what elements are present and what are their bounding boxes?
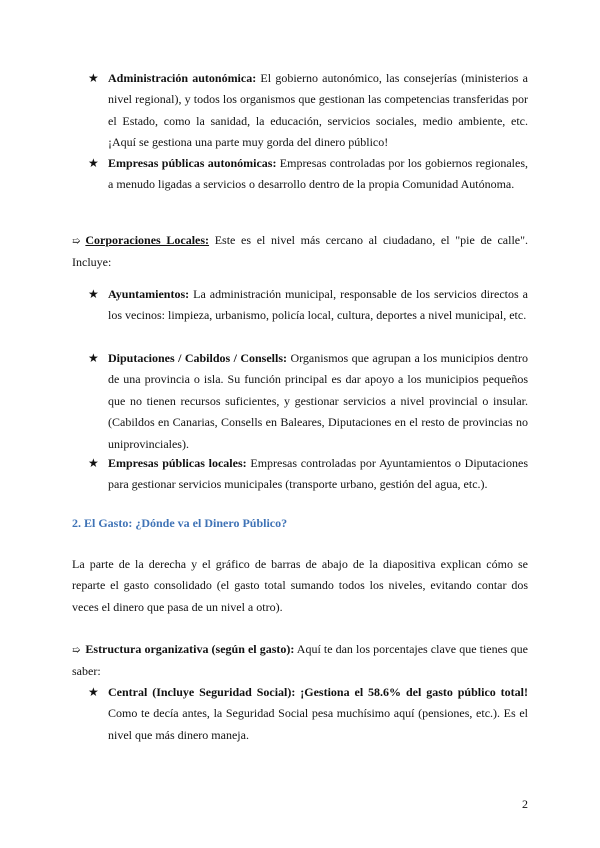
bullet-text: Como te decía antes, la Seguridad Social pesa muchísimo aquí (pensiones, etc.). Es el nivel que más dinero maneja. bbox=[108, 706, 528, 742]
star-bullet-icon: ★ bbox=[88, 351, 99, 365]
bullet-title: Empresas públicas autonómicas: bbox=[108, 156, 277, 170]
estructura-text: Aquí te dan los porcentajes clave que tienes que saber: bbox=[72, 642, 529, 679]
bullet-ayuntamientos bbox=[88, 284, 528, 327]
star-bullet-icon: ★ bbox=[88, 156, 99, 170]
page-number: 2 bbox=[522, 797, 528, 811]
bullet-title: Administración autonómica: bbox=[108, 71, 257, 85]
star-bullet-icon: ★ bbox=[88, 456, 99, 470]
section-heading-gasto: 2. El Gasto: ¿Dónde va el Dinero Público? bbox=[72, 516, 288, 530]
corporaciones-title: Corporaciones Locales: bbox=[85, 233, 210, 247]
bullet-title: Central (Incluye Seguridad Social): ¡Gestiona el 58.6% del gasto público total! bbox=[108, 685, 528, 699]
bullet-text: La administración municipal, responsable de los servicios directos a los vecinos: limpieza, urbanismo, policía local, cultura, deportes a nivel municipal, etc. bbox=[108, 287, 528, 323]
arrow-icon: ➯ bbox=[72, 645, 81, 656]
bullet-text: Organismos que agrupan a los municipios dentro de una provincia o isla. Su función principal es dar apoyo a los municipios pequeños que no tienen recursos suficientes, y gestionar servicios a nivel provincial o insular. (Cabildos en Canarias, Consells en Baleares, Diputaciones en el resto de provincias no uniprovinciales). bbox=[108, 351, 528, 451]
arrow-icon: ➯ bbox=[72, 236, 81, 247]
bullet-text: Empresas controladas por los gobiernos regionales, a menudo ligadas a servicios o desarrollo dentro de la propia Comunidad Autónoma. bbox=[108, 156, 528, 192]
star-bullet-icon: ★ bbox=[88, 287, 99, 301]
bullet-title: Empresas públicas locales: bbox=[108, 456, 247, 470]
star-bullet-icon: ★ bbox=[88, 71, 99, 85]
bullet-central bbox=[88, 682, 528, 746]
bullet-title: Ayuntamientos: bbox=[108, 287, 190, 301]
corporaciones-locales-paragraph bbox=[72, 230, 528, 274]
bullet-title: Diputaciones / Cabildos / Consells: bbox=[108, 351, 288, 365]
corporaciones-text: Este es el nivel más cercano al ciudadano, el "pie de calle". Incluye: bbox=[72, 233, 528, 270]
estructura-paragraph bbox=[72, 639, 528, 683]
estructura-title: Estructura organizativa (según el gasto): bbox=[85, 642, 295, 656]
bullet-diputaciones bbox=[88, 348, 528, 455]
bullet-empresas-autonomicas bbox=[88, 153, 528, 196]
bullet-text: Empresas controladas por Ayuntamientos o Diputaciones para gestionar servicios municipales (transporte urbano, gestión del agua, etc.). bbox=[108, 456, 529, 492]
intro-paragraph: La parte de la derecha y el gráfico de barras de abajo de la diapositiva explican cómo se reparte el gasto consolidado (el gasto total sumando todos los niveles, evitando contar dos veces el dinero que pasa de un nivel a otro). bbox=[72, 557, 528, 614]
bullet-text: El gobierno autonómico, las consejerías (ministerios a nivel regional), y todos los organismos que gestionan las competencias transferidas por el Estado, como la sanidad, la educación, servicios sociales, medio ambiente, etc. ¡Aquí se gestiona una parte muy gorda del dinero público! bbox=[108, 71, 528, 150]
bullet-administracion-autonomica bbox=[88, 68, 528, 154]
star-bullet-icon: ★ bbox=[88, 685, 99, 699]
bullet-empresas-locales bbox=[88, 453, 528, 496]
